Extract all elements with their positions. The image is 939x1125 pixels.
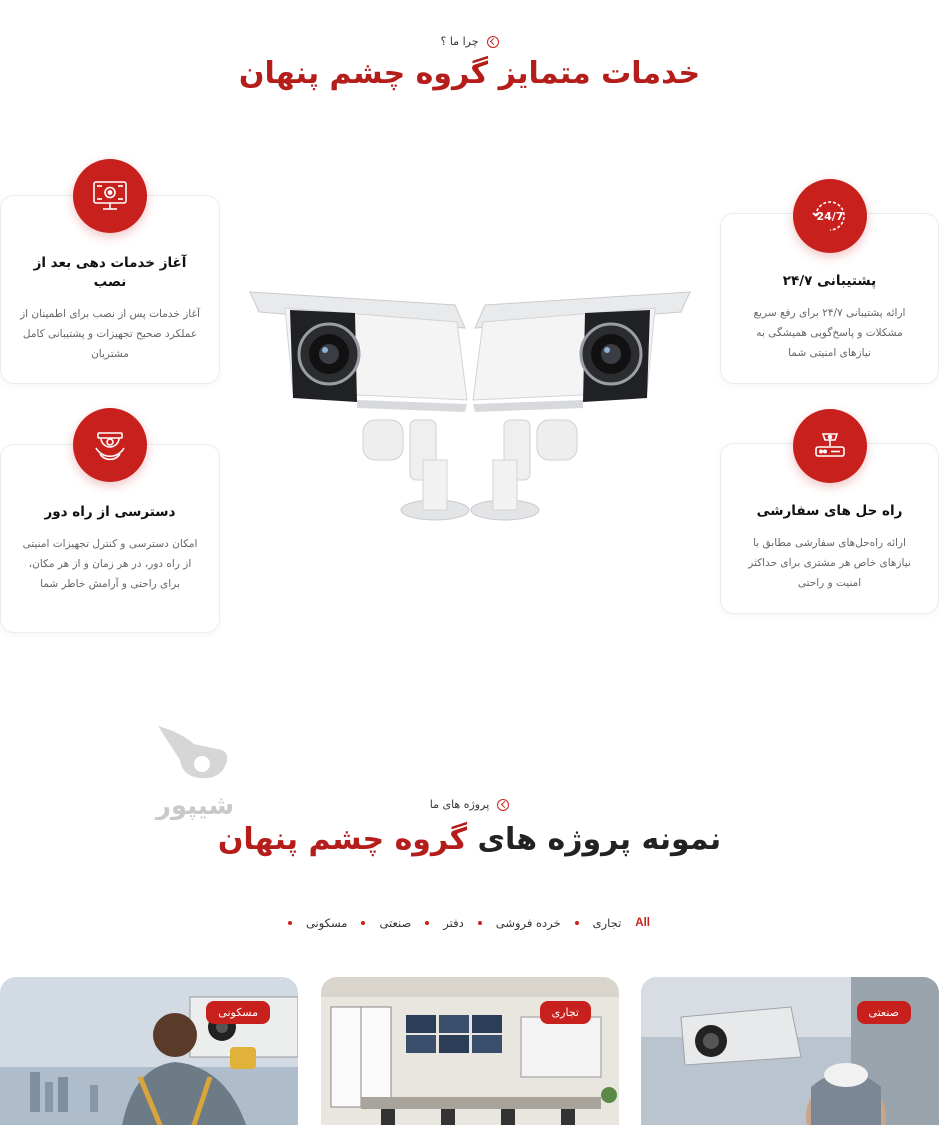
- project-tag: تجاری: [540, 1001, 591, 1024]
- project-card-residential[interactable]: [0, 977, 298, 1125]
- feature-title: راه حل های سفارشی: [756, 503, 903, 519]
- svg-text:24/7: 24/7: [816, 210, 844, 223]
- projects-title-red: گروه چشم پنهان: [217, 822, 468, 857]
- filter-separator: [425, 921, 429, 925]
- project-card-commercial[interactable]: [321, 977, 619, 1125]
- project-filters: [270, 916, 650, 930]
- feature-text: ارائه راه‌حل‌های سفارشی مطابق با نیازهای خاص هر مشتری برای حداکثر امنیت و راحتی: [748, 537, 911, 589]
- filter-industrial[interactable]: صنعتی: [379, 916, 412, 930]
- project-tag: صنعتی: [857, 1001, 911, 1024]
- dvr-camera-icon: [793, 409, 867, 483]
- projects-eyebrow: [0, 798, 939, 811]
- filter-all[interactable]: All: [635, 917, 650, 929]
- project-tag: مسکونی: [206, 1001, 270, 1024]
- feature-text: امکان دسترسی و کنترل تجهیزات امنیتی از راه دور، در هر زمان و از هر مکان، برای راحتی و آرامش خاطر شما: [22, 538, 198, 590]
- feature-title: پشتیبانی ۲۴/۷: [782, 273, 877, 289]
- chevron-circle-icon: [487, 36, 499, 48]
- right-camera: [471, 292, 690, 520]
- dome-camera-icon: [73, 408, 147, 482]
- filter-separator: [478, 921, 482, 925]
- feature-title: دسترسی از راه دور: [44, 504, 176, 520]
- project-card-industrial[interactable]: [641, 977, 939, 1125]
- projects-title-dark: نمونه پروژه های: [477, 822, 722, 857]
- project-image: [0, 977, 298, 1125]
- feature-text: آغاز خدمات پس از نصب برای اطمینان از عملکرد صحیح تجهیزات و پشتیبانی کامل مشتریان: [20, 308, 200, 360]
- filter-residential[interactable]: مسکونی: [305, 916, 348, 930]
- feature-title: آغاز خدمات دهی بعد از نصب: [33, 255, 187, 290]
- project-image: [641, 977, 939, 1125]
- cctv-cameras-image: [245, 280, 695, 525]
- why-eyebrow: [0, 35, 939, 48]
- monitor-security-icon: [73, 159, 147, 233]
- projects-title: [0, 822, 939, 857]
- support-24-7-icon: [793, 179, 867, 253]
- feature-text: ارائه پشتیبانی ۲۴/۷ برای رفع سریع مشکلات و پاسخ‌گویی همیشگی به نیازهای امنیتی شما: [753, 307, 906, 359]
- filter-separator: [361, 921, 365, 925]
- project-image: [321, 977, 619, 1125]
- left-camera: [250, 292, 469, 520]
- projects-eyebrow-label: پروژه های ما: [429, 798, 490, 811]
- watermark-text: شیپور: [155, 791, 235, 820]
- filter-office[interactable]: دفتر: [443, 916, 464, 930]
- filter-separator: [288, 921, 292, 925]
- why-eyebrow-label: چرا ما ؟: [440, 35, 479, 48]
- filter-commercial[interactable]: تجاری: [592, 916, 622, 930]
- filter-separator: [575, 921, 579, 925]
- chevron-circle-icon: [497, 799, 509, 811]
- why-title: خدمات متمایز گروه چشم پنهان: [238, 56, 701, 91]
- filter-retail[interactable]: خرده فروشی: [495, 916, 561, 930]
